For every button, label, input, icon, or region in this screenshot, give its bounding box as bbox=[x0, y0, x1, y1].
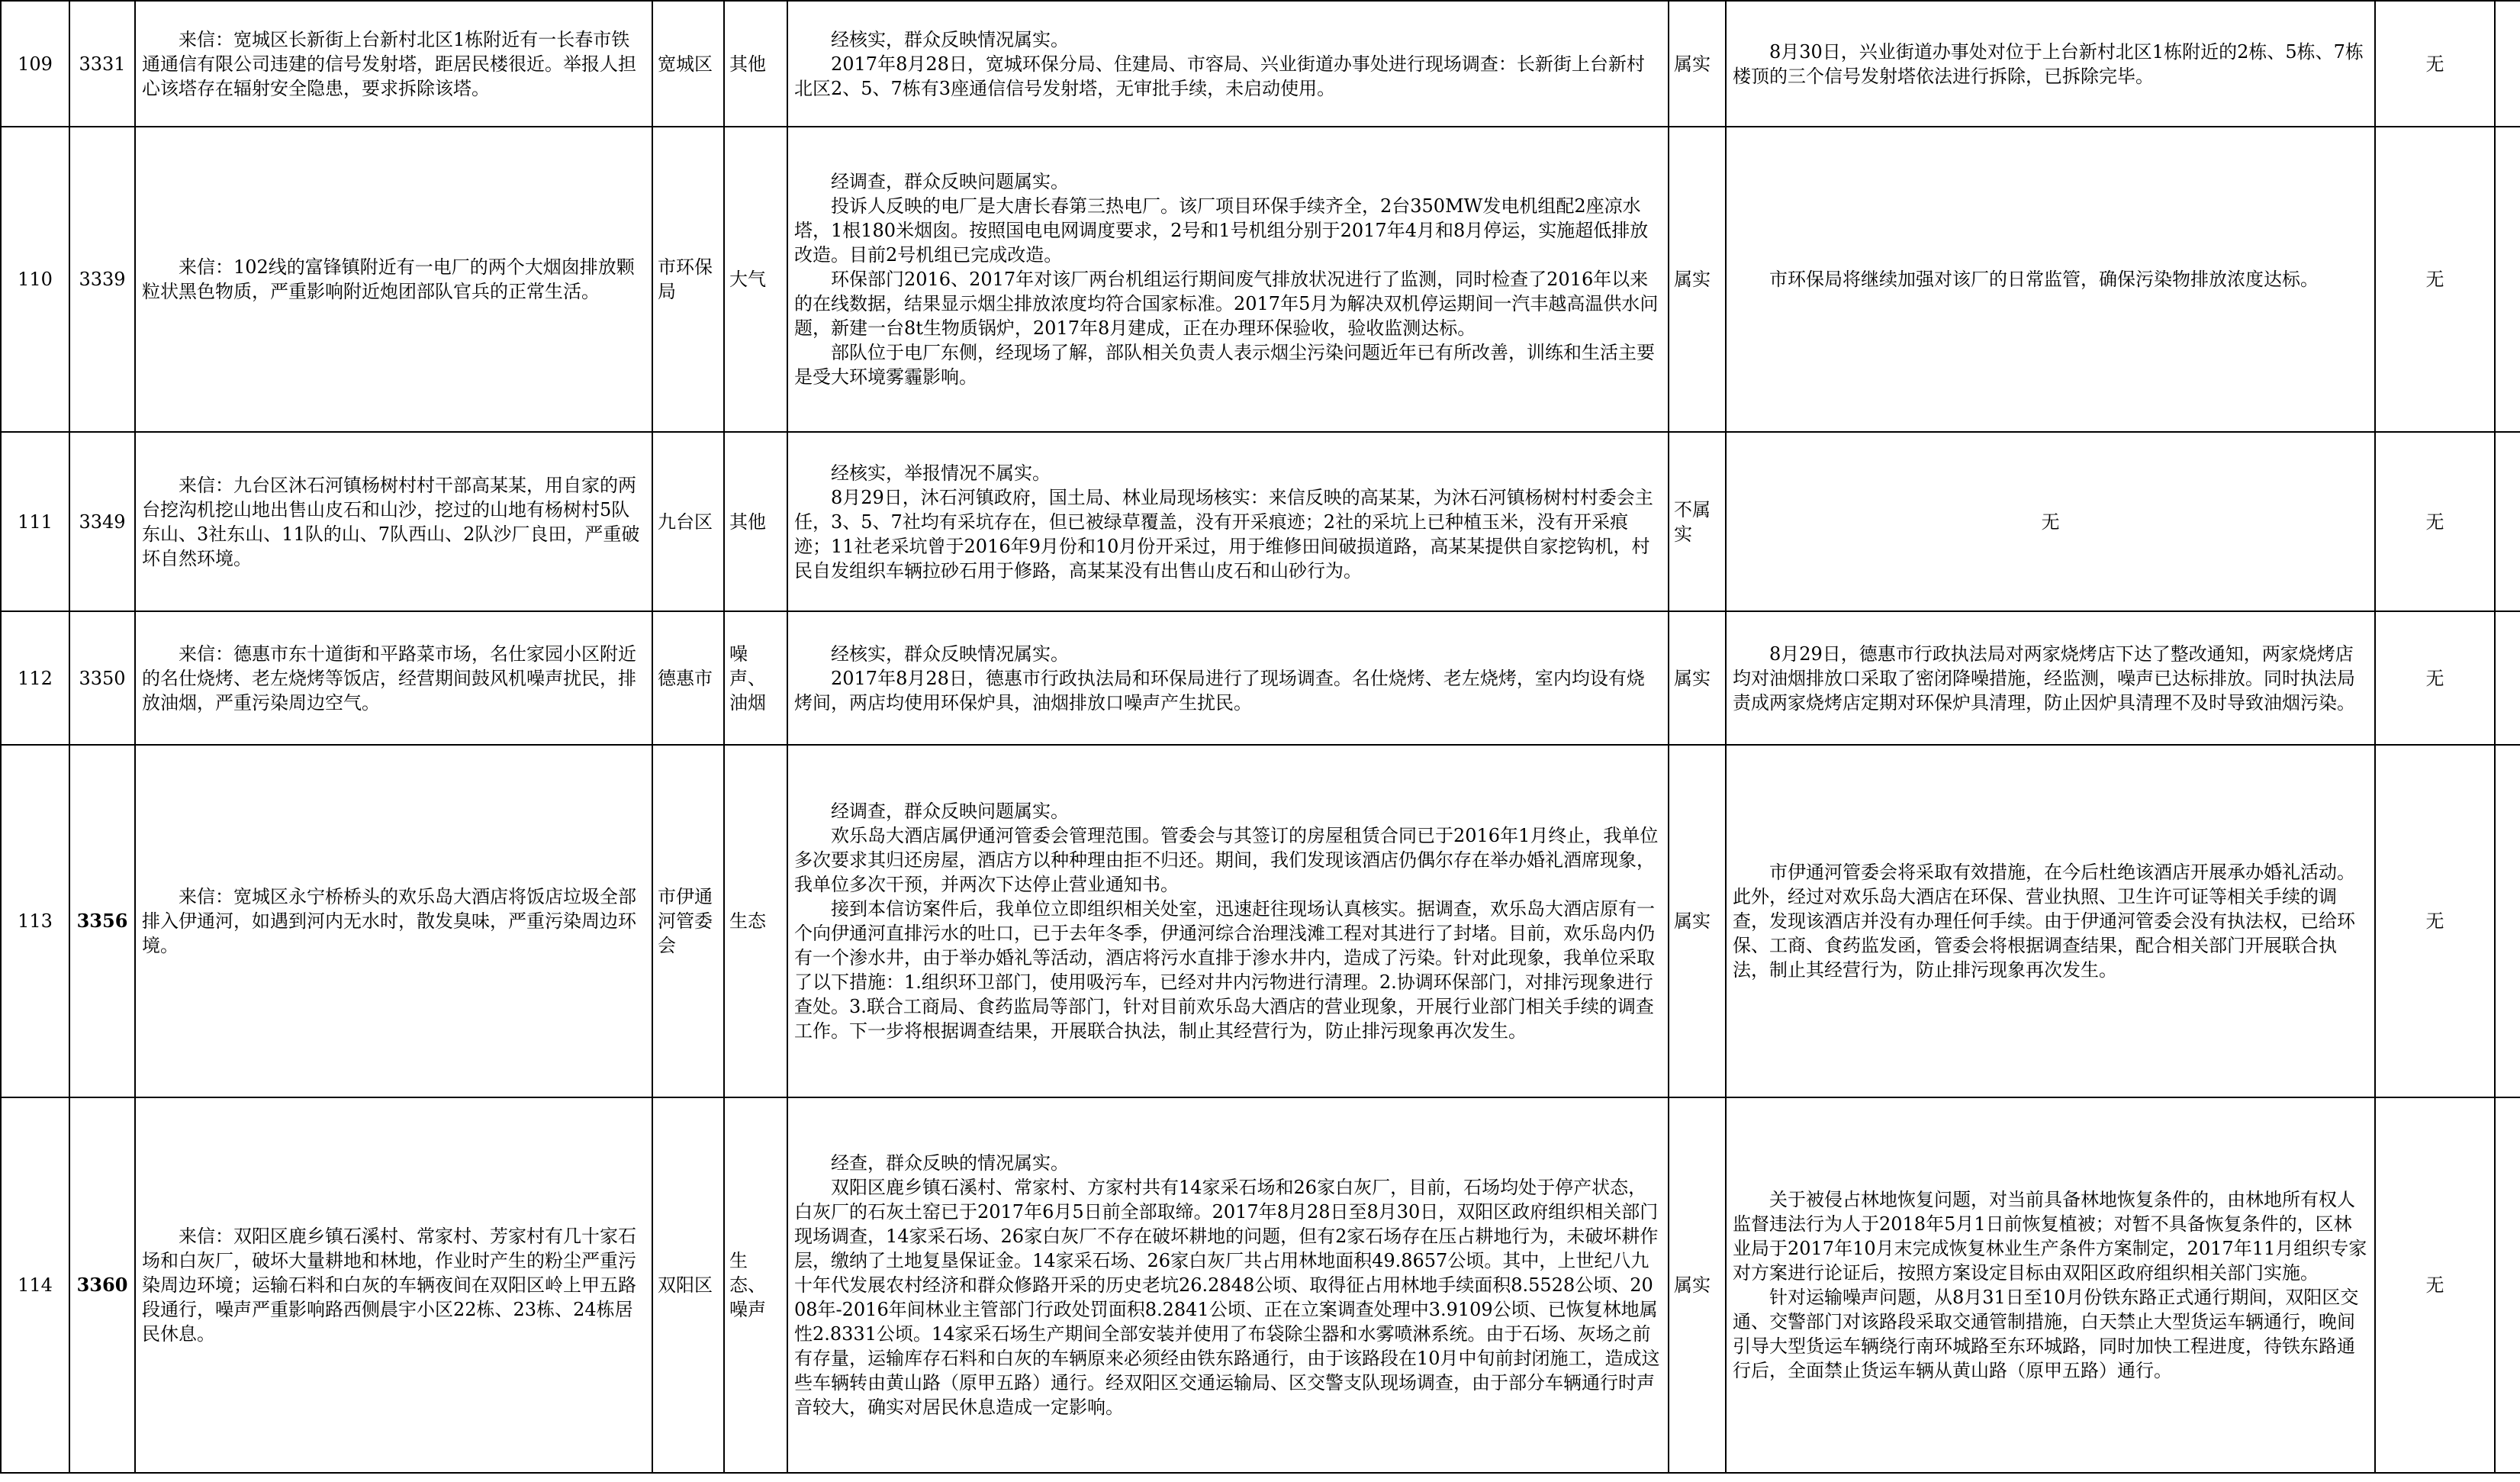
pollution-type: 生态 bbox=[724, 745, 787, 1097]
row-index: 111 bbox=[1, 432, 69, 611]
table-row bbox=[1, 611, 2520, 745]
responsible-dept: 宽城区 bbox=[652, 1, 724, 127]
pollution-type: 生态、噪声 bbox=[724, 1097, 787, 1473]
findings-paragraph: 2017年8月28日，德惠市行政执法局和环保局进行了现场调查。名仕烧烤、老左烧烤，室内均设有烧烤间，两店均使用环保炉具，油烟排放口噪声产生扰民。 bbox=[794, 667, 1645, 714]
investigation-findings bbox=[787, 745, 1669, 1097]
actions-paragraph: 关于被侵占林地恢复问题，对当前具备林地恢复条件的，由林地所有权人监督违法行为人于2018年5月1日前恢复植被；对暂不具备恢复条件的，区林业局于2017年10月末完成恢复林业生产条件方案制定，2017年11月组织专家对方案进行论证后，按照方案设定目标由双阳区政府组织相关部门实施。 bbox=[1733, 1189, 2367, 1284]
complaint-text bbox=[135, 432, 652, 611]
actions-paragraph: 市环保局将继续加强对该厂的日常监管，确保污染物排放浓度达标。 bbox=[1769, 269, 2319, 290]
complaint-text bbox=[135, 1, 652, 127]
findings-paragraph: 经核实，群众反映情况属实。 bbox=[831, 28, 1069, 50]
investigation-findings bbox=[787, 432, 1669, 611]
complaint-text bbox=[135, 745, 652, 1097]
accountability: 无 bbox=[2375, 127, 2495, 432]
findings-paragraph: 经核实，举报情况不属实。 bbox=[831, 462, 1051, 484]
rectification-actions bbox=[1726, 611, 2375, 745]
investigation-findings bbox=[787, 1097, 1669, 1473]
empty-cell bbox=[2495, 745, 2520, 1097]
table-row bbox=[1, 745, 2520, 1097]
investigation-findings bbox=[787, 611, 1669, 745]
findings-paragraph: 欢乐岛大酒店属伊通河管委会管理范围。管委会与其签订的房屋租赁合同已于2016年1月终止，我单位多次要求其归还房屋，酒店方以种种理由拒不归还。期间，我们发现该酒店仍偶尔存在举办婚礼酒席现象，我单位多次干预，并两次下达停止营业通知书。 bbox=[794, 825, 1659, 895]
findings-paragraph: 经调查，群众反映问题属实。 bbox=[831, 801, 1069, 822]
accountability: 无 bbox=[2375, 1097, 2495, 1473]
verification-status: 不属实 bbox=[1669, 432, 1726, 611]
verification-status: 属实 bbox=[1669, 1, 1726, 127]
pollution-type: 其他 bbox=[724, 1, 787, 127]
empty-cell bbox=[2495, 432, 2520, 611]
findings-paragraph: 部队位于电厂东侧，经现场了解，部队相关负责人表示烟尘污染问题近年已有所改善，训练和生活主要是受大环境雾霾影响。 bbox=[794, 342, 1655, 388]
actions-paragraph: 市伊通河管委会将采取有效措施，在今后杜绝该酒店开展承办婚礼活动。此外，经过对欢乐岛大酒店在环保、营业执照、卫生许可证等相关手续的调查，发现该酒店并没有办理任何手续。由于伊通河管委会没有执法权，已给环保、工商、食药监发函，管委会将根据调查结果，配合相关部门开展联合执法，制止其经营行为，防止排污现象再次发生。 bbox=[1733, 862, 2355, 981]
findings-paragraph: 2017年8月28日，宽城环保分局、住建局、市容局、兴业街道办事处进行现场调查：长新街上台新村北区2、5、7栋有3座通信信号发射塔，无审批手续，未启动使用。 bbox=[794, 53, 1645, 99]
row-index: 113 bbox=[1, 745, 69, 1097]
complaint-text bbox=[135, 611, 652, 745]
accountability: 无 bbox=[2375, 1, 2495, 127]
findings-paragraph: 双阳区鹿乡镇石溪村、常家村、方家村共有14家采石场和26家白灰厂，目前，石场均处于停产状态，白灰厂的石灰土窑已于2017年6月5日前全部取缔。2017年8月28日至8月30日，双阳区政府组织相关部门现场调查，14家采石场、26家白灰厂不存在破坏耕地的问题，但有2家石场存在压占耕地行为，未破坏耕作层，缴纳了土地复垦保证金。14家采石场、26家白灰厂共占用林地面积49.8657公顷。其中，上世纪八九十年代发展农村经济和群众修路开采的历史老坑26.2848公顷、取得征占用林地手续面积8.5528公顷、2008年-2016年间林业主管部门行政处罚面积8.2841公顷、正在立案调查处理中3.9109公顷、已恢复林地属性2.8331公顷。14家采石场生产期间全部安装并使用了布袋除尘器和水雾喷淋系统。由于石场、灰场之前有存量，运输库存石料和白灰的车辆原来必须经由铁东路通行，由于该路段在10月中旬前封闭施工，造成这些车辆转由黄山路（原甲五路）通行。经双阳区交通运输局、区交警支队现场调查，由于部分车辆通行时声音较大，确实对居民休息造成一定影响。 bbox=[794, 1177, 1660, 1418]
investigation-findings bbox=[787, 127, 1669, 432]
row-index: 114 bbox=[1, 1097, 69, 1473]
complaint-paragraph: 来信：九台区沐石河镇杨树村村干部高某某，用自家的两台挖沟机挖山地出售山皮石和山沙，挖过的山地有杨树村5队东山、3社东山、11队的山、7队西山、2队沙厂良田，严重破坏自然环境。 bbox=[142, 474, 640, 569]
actions-paragraph: 8月29日，德惠市行政执法局对两家烧烤店下达了整改通知，两家烧烤店均对油烟排放口采取了密闭降噪措施，经监测，噪声已达标排放。同时执法局责成两家烧烤店定期对环保炉具清理，防止因炉具清理不及时导致油烟污染。 bbox=[1733, 643, 2355, 714]
findings-paragraph: 8月29日，沐石河镇政府，国土局、林业局现场核实：来信反映的高某某，为沐石河镇杨树村村委会主任，3、5、7社均有采坑存在，但已被绿草覆盖，没有开采痕迹；2社的采坑上已种植玉米，没有开采痕迹；11社老采坑曾于2016年9月份和10月份开采过，用于维修田间破损道路，高某某提供自家挖钩机，村民自发组织车辆拉砂石用于修路，高某某没有出售山皮石和山砂行为。 bbox=[794, 486, 1653, 582]
findings-paragraph: 环保部门2016、2017年对该厂两台机组运行期间废气排放状况进行了监测，同时检查了2016年以来的在线数据，结果显示烟尘排放浓度均符合国家标准。2017年5月为解决双机停运期间一汽丰越高温供水问题，新建一台8t生物质锅炉，2017年8月建成，正在办理环保验收，验收监测达标。 bbox=[794, 269, 1659, 339]
findings-paragraph: 经调查，群众反映问题属实。 bbox=[831, 171, 1069, 192]
investigation-findings bbox=[787, 1, 1669, 127]
verification-status: 属实 bbox=[1669, 127, 1726, 432]
verification-status: 属实 bbox=[1669, 1097, 1726, 1473]
empty-cell bbox=[2495, 611, 2520, 745]
empty-cell bbox=[2495, 1097, 2520, 1473]
table-row bbox=[1, 432, 2520, 611]
row-index: 109 bbox=[1, 1, 69, 127]
complaint-paragraph: 来信：德惠市东十道街和平路菜市场，名仕家园小区附近的名仕烧烤、老左烧烤等饭店，经营期间鼓风机噪声扰民，排放油烟，严重污染周边空气。 bbox=[142, 643, 636, 714]
responsible-dept: 双阳区 bbox=[652, 1097, 724, 1473]
table-row bbox=[1, 127, 2520, 432]
findings-paragraph: 接到本信访案件后，我单位立即组织相关处室，迅速赶往现场认真核实。据调查，欢乐岛大酒店原有一个向伊通河直排污水的吐口，已于去年冬季，伊通河综合治理浅滩工程对其进行了封堵。目前，欢乐岛内仍有一个渗水井，由于举办婚礼等活动，酒店将污水直排于渗水井内，造成了污染。针对此现象，我单位采取了以下措施：1.组织环卫部门，使用吸污车，已经对井内污物进行清理。2.协调环保部门，对排污现象进行查处。3.联合工商局、食药监局等部门，针对目前欢乐岛大酒店的营业现象，开展行业部门相关手续的调查工作。下一步将根据调查结果，开展联合执法，制止其经营行为，防止排污现象再次发生。 bbox=[794, 898, 1655, 1042]
rectification-actions bbox=[1726, 1, 2375, 127]
rectification-actions bbox=[1726, 127, 2375, 432]
case-number: 3356 bbox=[69, 745, 135, 1097]
findings-paragraph: 经核实，群众反映情况属实。 bbox=[831, 643, 1069, 665]
accountability: 无 bbox=[2375, 611, 2495, 745]
case-number: 3350 bbox=[69, 611, 135, 745]
accountability: 无 bbox=[2375, 432, 2495, 611]
verification-status: 属实 bbox=[1669, 611, 1726, 745]
case-number: 3349 bbox=[69, 432, 135, 611]
rectification-actions bbox=[1726, 745, 2375, 1097]
responsible-dept: 德惠市 bbox=[652, 611, 724, 745]
actions-paragraph: 无 bbox=[2041, 511, 2060, 533]
case-number: 3339 bbox=[69, 127, 135, 432]
complaint-paragraph: 来信：双阳区鹿乡镇石溪村、常家村、芳家村有几十家石场和白灰厂，破坏大量耕地和林地，作业时产生的粉尘严重污染周边环境；运输石料和白灰的车辆夜间在双阳区岭上甲五路段通行，噪声严重影响路西侧晨宇小区22栋、23栋、24栋居民休息。 bbox=[142, 1226, 636, 1345]
actions-paragraph: 针对运输噪声问题，从8月31日至10月份铁东路正式通行期间，双阳区交通、交警部门对该路段采取交通管制措施，白天禁止大型货运车辆通行，晚间引导大型货运车辆绕行南环城路至东环城路，同时加快工程进度，待铁东路通行后，全面禁止货运车辆从黄山路（原甲五路）通行。 bbox=[1733, 1287, 2359, 1381]
responsible-dept: 市伊通河管委会 bbox=[652, 745, 724, 1097]
empty-cell bbox=[2495, 127, 2520, 432]
pollution-type: 噪声、油烟 bbox=[724, 611, 787, 745]
row-index: 110 bbox=[1, 127, 69, 432]
complaint-paragraph: 来信：宽城区长新街上台新村北区1栋附近有一长春市铁通通信有限公司违建的信号发射塔，距居民楼很近。举报人担心该塔存在辐射安全隐患，要求拆除该塔。 bbox=[142, 28, 636, 99]
responsible-dept: 九台区 bbox=[652, 432, 724, 611]
verification-status: 属实 bbox=[1669, 745, 1726, 1097]
rectification-actions bbox=[1726, 1097, 2375, 1473]
actions-paragraph: 8月30日，兴业街道办事处对位于上台新村北区1栋附近的2栋、5栋、7栋楼顶的三个信号发射塔依法进行拆除，已拆除完毕。 bbox=[1733, 40, 2364, 87]
findings-paragraph: 经查，群众反映的情况属实。 bbox=[831, 1152, 1069, 1174]
complaint-paragraph: 来信：102线的富锋镇附近有一电厂的两个大烟囱排放颗粒状黑色物质，严重影响附近炮团部队官兵的正常生活。 bbox=[142, 256, 635, 302]
pollution-type: 大气 bbox=[724, 127, 787, 432]
case-number: 3360 bbox=[69, 1097, 135, 1473]
table-row bbox=[1, 1, 2520, 127]
row-index: 112 bbox=[1, 611, 69, 745]
pollution-type: 其他 bbox=[724, 432, 787, 611]
rectification-actions bbox=[1726, 432, 2375, 611]
table-row bbox=[1, 1097, 2520, 1473]
complaint-text bbox=[135, 1097, 652, 1473]
case-number: 3331 bbox=[69, 1, 135, 127]
empty-cell bbox=[2495, 1, 2520, 127]
accountability: 无 bbox=[2375, 745, 2495, 1097]
complaint-text bbox=[135, 127, 652, 432]
findings-paragraph: 投诉人反映的电厂是大唐长春第三热电厂。该厂项目环保手续齐全，2台350MW发电机组配2座凉水塔，1根180米烟囱。按照国电电网调度要求，2号和1号机组分别于2017年4月和8月停运，实施超低排放改造。目前2号机组已完成改造。 bbox=[794, 195, 1649, 266]
responsible-dept: 市环保局 bbox=[652, 127, 724, 432]
complaint-paragraph: 来信：宽城区永宁桥桥头的欢乐岛大酒店将饭店垃圾全部排入伊通河，如遇到河内无水时，散发臭味，严重污染周边环境。 bbox=[142, 886, 636, 956]
